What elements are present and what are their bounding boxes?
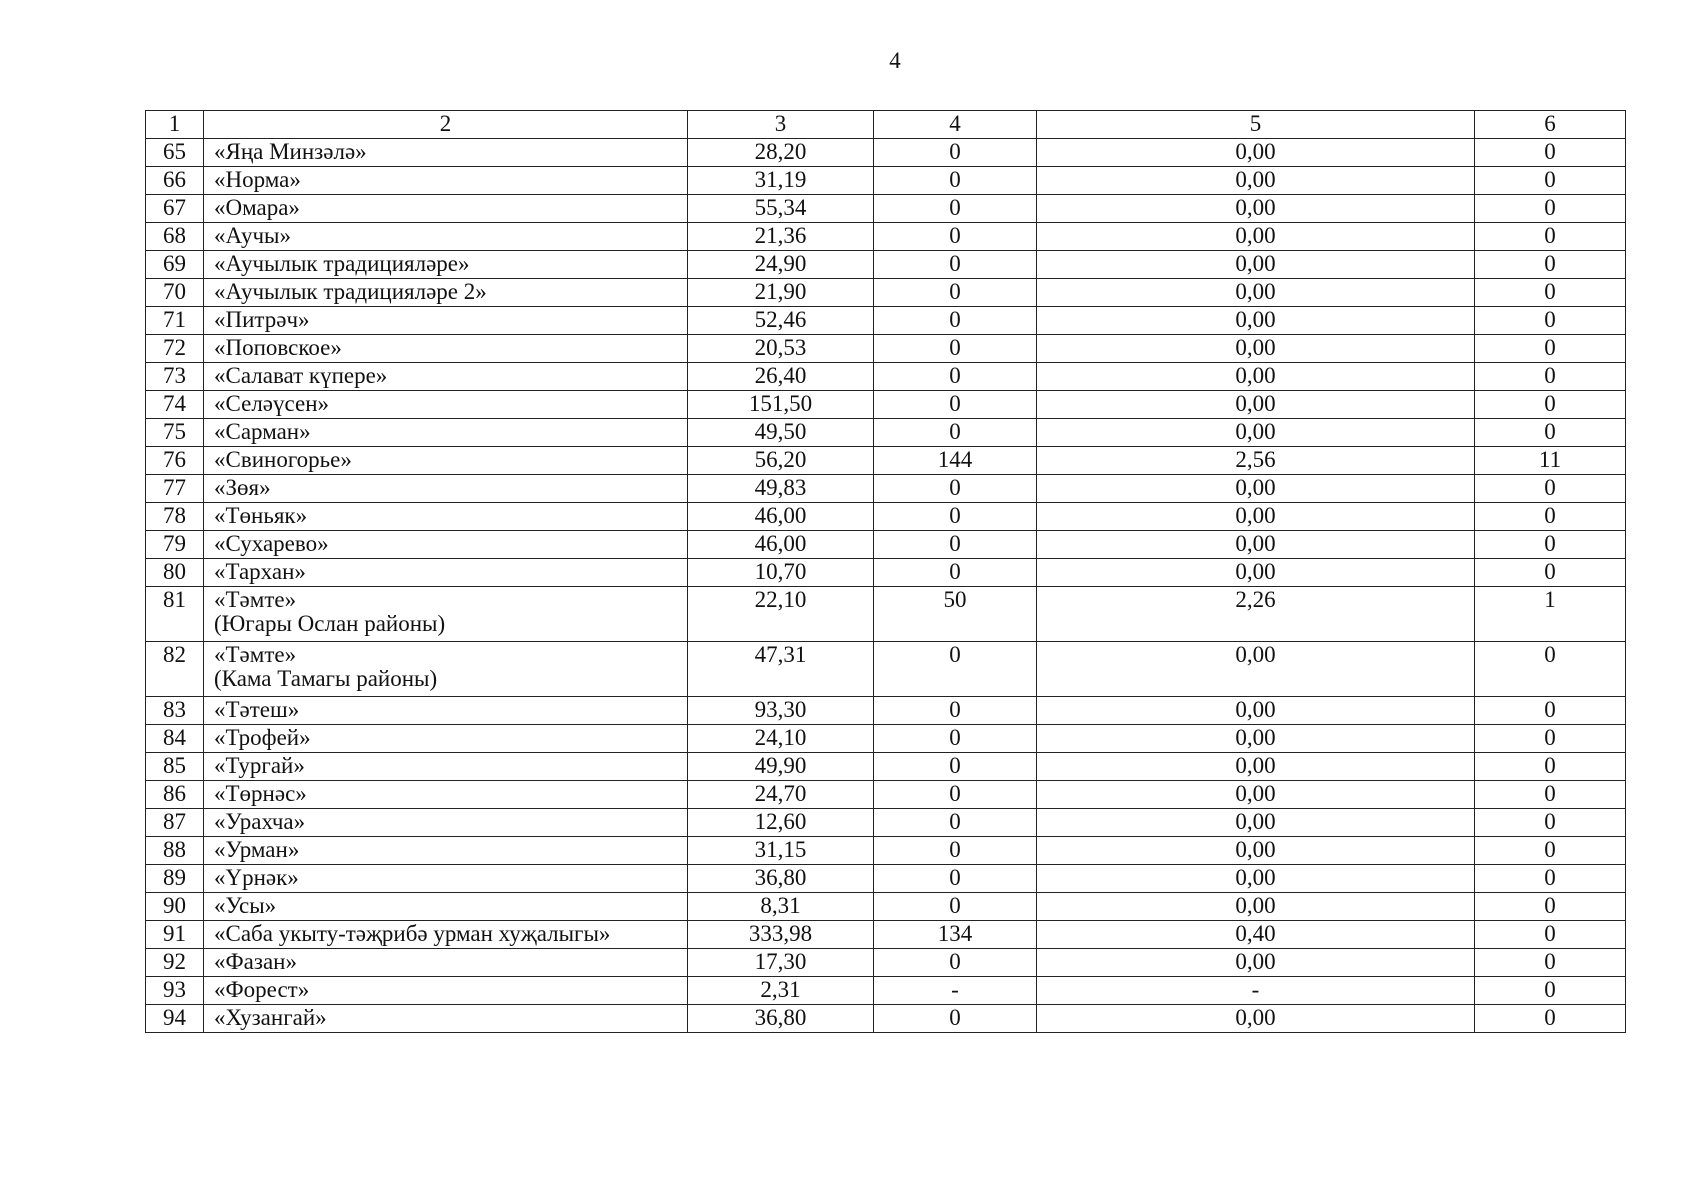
row-number-cell: 68: [146, 223, 204, 251]
name-cell: [204, 391, 688, 419]
value-cell-5: 0,00: [1037, 865, 1475, 893]
value-cell-6: 0: [1475, 223, 1626, 251]
name-cell: [204, 419, 688, 447]
table-row: [146, 279, 1626, 307]
value-cell-4: 0: [874, 251, 1037, 279]
name-text: «Хузангай»: [214, 1005, 327, 1030]
name-cell: [204, 559, 688, 587]
value-cell-3: 22,10: [688, 587, 874, 642]
name-cell: [204, 642, 688, 697]
row-number-cell: 94: [146, 1005, 204, 1033]
row-number-cell: 67: [146, 195, 204, 223]
name-cell: [204, 531, 688, 559]
value-cell-4: 0: [874, 809, 1037, 837]
name-text: «Усы»: [214, 893, 277, 918]
row-number-cell: 86: [146, 781, 204, 809]
table-row: [146, 223, 1626, 251]
value-cell-3: 93,30: [688, 697, 874, 725]
value-cell-6: 0: [1475, 363, 1626, 391]
value-cell-3: 26,40: [688, 363, 874, 391]
name-cell: [204, 167, 688, 195]
table-row: [146, 559, 1626, 587]
table-row: [146, 531, 1626, 559]
value-cell-6: 0: [1475, 307, 1626, 335]
name-cell: [204, 781, 688, 809]
name-text: «Омара»: [214, 195, 300, 220]
name-text: «Селәүсен»: [214, 391, 330, 416]
value-cell-6: 0: [1475, 949, 1626, 977]
value-cell-6: 0: [1475, 531, 1626, 559]
name-cell: [204, 1005, 688, 1033]
row-number-cell: 76: [146, 447, 204, 475]
header-cell: 5: [1037, 111, 1475, 139]
value-cell-5: 0,00: [1037, 1005, 1475, 1033]
name-district-text: (Югары Ослан районы): [214, 611, 446, 636]
table-row: [146, 475, 1626, 503]
value-cell-6: 11: [1475, 447, 1626, 475]
value-cell-4: 0: [874, 419, 1037, 447]
value-cell-6: 0: [1475, 642, 1626, 697]
value-cell-3: 47,31: [688, 642, 874, 697]
name-cell: [204, 139, 688, 167]
value-cell-6: 0: [1475, 865, 1626, 893]
value-cell-4: 0: [874, 893, 1037, 921]
table-row: [146, 419, 1626, 447]
name-text: «Тәмте»: [214, 642, 297, 667]
table-row: [146, 447, 1626, 475]
value-cell-3: 46,00: [688, 531, 874, 559]
value-cell-3: 17,30: [688, 949, 874, 977]
name-cell: [204, 503, 688, 531]
name-text: «Саба укыту-тәҗрибә урман хуҗалыгы»: [214, 921, 611, 946]
name-cell: [204, 725, 688, 753]
value-cell-4: 0: [874, 335, 1037, 363]
table-row: [146, 753, 1626, 781]
row-number-cell: 79: [146, 531, 204, 559]
row-number-cell: 73: [146, 363, 204, 391]
value-cell-5: -: [1037, 977, 1475, 1005]
value-cell-5: 0,00: [1037, 503, 1475, 531]
value-cell-5: 0,00: [1037, 753, 1475, 781]
value-cell-3: 31,15: [688, 837, 874, 865]
value-cell-6: 0: [1475, 781, 1626, 809]
value-cell-6: 0: [1475, 921, 1626, 949]
name-text: «Зөя»: [214, 475, 271, 500]
value-cell-4: 0: [874, 139, 1037, 167]
name-text: «Сухарево»: [214, 531, 329, 556]
value-cell-6: 0: [1475, 725, 1626, 753]
value-cell-6: 0: [1475, 837, 1626, 865]
table-row: [146, 781, 1626, 809]
value-cell-6: 0: [1475, 251, 1626, 279]
value-cell-6: 0: [1475, 195, 1626, 223]
value-cell-5: 0,00: [1037, 391, 1475, 419]
table-row: [146, 977, 1626, 1005]
table-row: [146, 697, 1626, 725]
value-cell-5: 0,00: [1037, 335, 1475, 363]
value-cell-3: 24,70: [688, 781, 874, 809]
name-cell: [204, 949, 688, 977]
name-cell: [204, 893, 688, 921]
row-number-cell: 85: [146, 753, 204, 781]
row-number-cell: 71: [146, 307, 204, 335]
name-text: «Свиногорье»: [214, 447, 352, 472]
name-cell: [204, 307, 688, 335]
value-cell-5: 0,00: [1037, 139, 1475, 167]
table-row: [146, 503, 1626, 531]
value-cell-6: 0: [1475, 1005, 1626, 1033]
row-number-cell: 89: [146, 865, 204, 893]
name-cell: [204, 335, 688, 363]
value-cell-6: 1: [1475, 587, 1626, 642]
value-cell-5: 0,00: [1037, 223, 1475, 251]
value-cell-4: 0: [874, 837, 1037, 865]
name-text: «Төрнәс»: [214, 781, 307, 806]
header-cell: 6: [1475, 111, 1626, 139]
value-cell-3: 10,70: [688, 559, 874, 587]
row-number-cell: 75: [146, 419, 204, 447]
name-cell: [204, 865, 688, 893]
value-cell-3: 28,20: [688, 139, 874, 167]
value-cell-5: 0,00: [1037, 363, 1475, 391]
name-text: «Салават күпере»: [214, 363, 388, 388]
name-district-text: (Кама Тамагы районы): [214, 666, 438, 691]
value-cell-5: 0,00: [1037, 697, 1475, 725]
data-table: [145, 110, 1626, 1033]
name-text: «Тархан»: [214, 559, 306, 584]
value-cell-6: 0: [1475, 419, 1626, 447]
name-cell: [204, 475, 688, 503]
value-cell-4: 0: [874, 697, 1037, 725]
value-cell-5: 2,56: [1037, 447, 1475, 475]
value-cell-6: 0: [1475, 167, 1626, 195]
name-cell: [204, 921, 688, 949]
name-cell: [204, 809, 688, 837]
value-cell-4: 0: [874, 949, 1037, 977]
value-cell-4: 0: [874, 503, 1037, 531]
table-row: [146, 921, 1626, 949]
table-row: [146, 642, 1626, 697]
value-cell-3: 21,36: [688, 223, 874, 251]
value-cell-3: 46,00: [688, 503, 874, 531]
header-row: [146, 111, 1626, 139]
value-cell-4: 0: [874, 531, 1037, 559]
value-cell-4: 0: [874, 195, 1037, 223]
value-cell-3: 24,90: [688, 251, 874, 279]
row-number-cell: 80: [146, 559, 204, 587]
table-row: [146, 587, 1626, 642]
value-cell-5: 0,00: [1037, 642, 1475, 697]
row-number-cell: 90: [146, 893, 204, 921]
value-cell-3: 21,90: [688, 279, 874, 307]
name-cell: [204, 697, 688, 725]
table-row: [146, 1005, 1626, 1033]
value-cell-4: 144: [874, 447, 1037, 475]
value-cell-3: 24,10: [688, 725, 874, 753]
value-cell-3: 56,20: [688, 447, 874, 475]
name-text: «Форест»: [214, 977, 310, 1002]
value-cell-6: 0: [1475, 697, 1626, 725]
value-cell-3: 2,31: [688, 977, 874, 1005]
value-cell-4: 0: [874, 167, 1037, 195]
value-cell-6: 0: [1475, 475, 1626, 503]
row-number-cell: 92: [146, 949, 204, 977]
name-text: «Тургай»: [214, 753, 305, 778]
value-cell-5: 0,00: [1037, 195, 1475, 223]
row-number-cell: 84: [146, 725, 204, 753]
row-number-cell: 91: [146, 921, 204, 949]
row-number-cell: 66: [146, 167, 204, 195]
name-text: «Урман»: [214, 837, 300, 862]
value-cell-4: 0: [874, 475, 1037, 503]
value-cell-3: 12,60: [688, 809, 874, 837]
value-cell-5: 0,00: [1037, 475, 1475, 503]
value-cell-5: 0,00: [1037, 167, 1475, 195]
table-row: [146, 949, 1626, 977]
row-number-cell: 78: [146, 503, 204, 531]
table-row: [146, 809, 1626, 837]
table-row: [146, 167, 1626, 195]
table-row: [146, 307, 1626, 335]
header-cell: 1: [146, 111, 204, 139]
name-cell: [204, 251, 688, 279]
name-cell: [204, 837, 688, 865]
table-row: [146, 725, 1626, 753]
value-cell-5: 0,00: [1037, 279, 1475, 307]
value-cell-5: 0,00: [1037, 251, 1475, 279]
value-cell-5: 0,00: [1037, 531, 1475, 559]
row-number-cell: 93: [146, 977, 204, 1005]
value-cell-6: 0: [1475, 559, 1626, 587]
table-row: [146, 251, 1626, 279]
value-cell-5: 0,00: [1037, 837, 1475, 865]
row-number-cell: 77: [146, 475, 204, 503]
value-cell-6: 0: [1475, 335, 1626, 363]
row-number-cell: 65: [146, 139, 204, 167]
row-number-cell: 70: [146, 279, 204, 307]
page-number: 4: [889, 48, 901, 73]
name-cell: [204, 977, 688, 1005]
row-number-cell: 88: [146, 837, 204, 865]
name-text: «Яңа Минзәлә»: [214, 139, 367, 164]
value-cell-6: 0: [1475, 893, 1626, 921]
row-number-cell: 74: [146, 391, 204, 419]
header-cell: 4: [874, 111, 1037, 139]
value-cell-5: 0,00: [1037, 781, 1475, 809]
value-cell-4: 0: [874, 753, 1037, 781]
value-cell-3: 49,83: [688, 475, 874, 503]
value-cell-4: 134: [874, 921, 1037, 949]
row-number-cell: 83: [146, 697, 204, 725]
table-row: [146, 865, 1626, 893]
value-cell-3: 36,80: [688, 1005, 874, 1033]
name-text: «Аучылык традицияләре»: [214, 251, 470, 276]
value-cell-4: 0: [874, 559, 1037, 587]
name-text: «Норма»: [214, 167, 301, 192]
value-cell-3: 55,34: [688, 195, 874, 223]
name-text: «Урахча»: [214, 809, 306, 834]
name-cell: [204, 363, 688, 391]
name-cell: [204, 279, 688, 307]
table-row: [146, 195, 1626, 223]
row-number-cell: 82: [146, 642, 204, 697]
table-row: [146, 363, 1626, 391]
value-cell-4: 0: [874, 223, 1037, 251]
header-cell: 2: [204, 111, 688, 139]
row-number-cell: 87: [146, 809, 204, 837]
row-number-cell: 69: [146, 251, 204, 279]
value-cell-4: 0: [874, 865, 1037, 893]
value-cell-6: 0: [1475, 279, 1626, 307]
name-text: «Тәмте»: [214, 587, 297, 612]
value-cell-5: 0,00: [1037, 949, 1475, 977]
value-cell-6: 0: [1475, 753, 1626, 781]
value-cell-3: 49,90: [688, 753, 874, 781]
value-cell-5: 2,26: [1037, 587, 1475, 642]
name-cell: [204, 195, 688, 223]
value-cell-4: 0: [874, 1005, 1037, 1033]
value-cell-5: 0,00: [1037, 809, 1475, 837]
name-cell: [204, 447, 688, 475]
value-cell-4: 0: [874, 725, 1037, 753]
row-number-cell: 72: [146, 335, 204, 363]
value-cell-3: 31,19: [688, 167, 874, 195]
table-row: [146, 391, 1626, 419]
name-text: «Үрнәк»: [214, 865, 299, 890]
name-text: «Аучылык традицияләре 2»: [214, 279, 487, 304]
value-cell-6: 0: [1475, 391, 1626, 419]
table-row: [146, 335, 1626, 363]
value-cell-3: 52,46: [688, 307, 874, 335]
value-cell-6: 0: [1475, 977, 1626, 1005]
value-cell-4: 0: [874, 642, 1037, 697]
name-text: «Тәтеш»: [214, 697, 300, 722]
name-text: «Трофей»: [214, 725, 311, 750]
value-cell-4: -: [874, 977, 1037, 1005]
value-cell-5: 0,00: [1037, 419, 1475, 447]
value-cell-4: 0: [874, 279, 1037, 307]
value-cell-5: 0,00: [1037, 893, 1475, 921]
row-number-cell: 81: [146, 587, 204, 642]
value-cell-3: 333,98: [688, 921, 874, 949]
value-cell-4: 0: [874, 781, 1037, 809]
name-cell: [204, 587, 688, 642]
header-cell: 3: [688, 111, 874, 139]
name-cell: [204, 753, 688, 781]
value-cell-3: 36,80: [688, 865, 874, 893]
name-cell: [204, 223, 688, 251]
name-text: «Фазан»: [214, 949, 297, 974]
value-cell-5: 0,40: [1037, 921, 1475, 949]
value-cell-3: 20,53: [688, 335, 874, 363]
value-cell-3: 151,50: [688, 391, 874, 419]
value-cell-5: 0,00: [1037, 725, 1475, 753]
table-row: [146, 139, 1626, 167]
value-cell-4: 0: [874, 363, 1037, 391]
value-cell-6: 0: [1475, 503, 1626, 531]
value-cell-4: 0: [874, 307, 1037, 335]
value-cell-3: 49,50: [688, 419, 874, 447]
value-cell-3: 8,31: [688, 893, 874, 921]
table-row: [146, 893, 1626, 921]
value-cell-4: 50: [874, 587, 1037, 642]
value-cell-6: 0: [1475, 809, 1626, 837]
name-text: «Питрәч»: [214, 307, 310, 332]
name-text: «Поповское»: [214, 335, 342, 360]
value-cell-5: 0,00: [1037, 307, 1475, 335]
name-text: «Аучы»: [214, 223, 291, 248]
value-cell-4: 0: [874, 391, 1037, 419]
value-cell-5: 0,00: [1037, 559, 1475, 587]
table-row: [146, 837, 1626, 865]
name-text: «Төньяк»: [214, 503, 308, 528]
value-cell-6: 0: [1475, 139, 1626, 167]
name-text: «Сарман»: [214, 419, 311, 444]
